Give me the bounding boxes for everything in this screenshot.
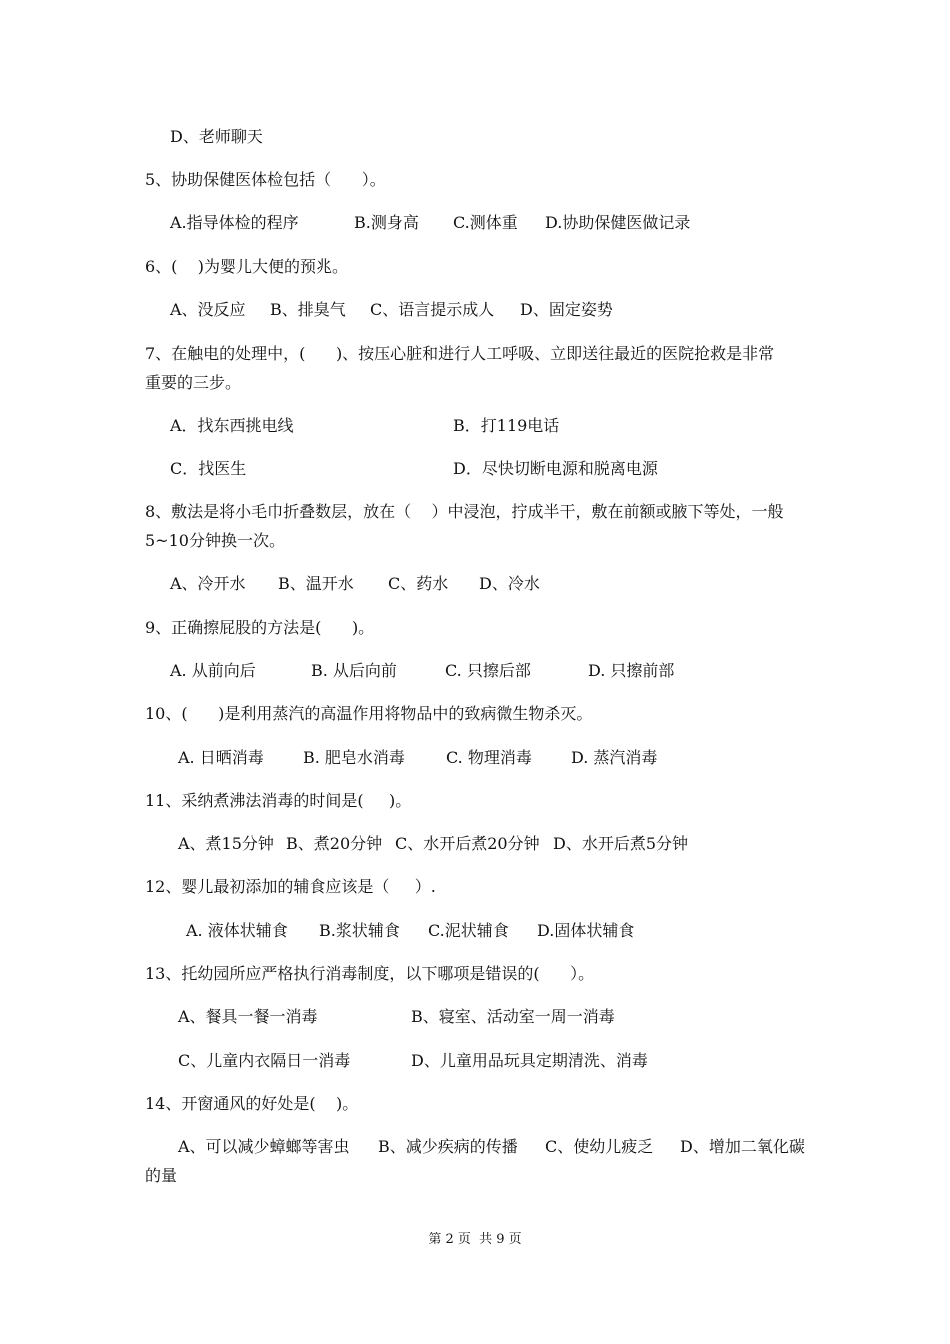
q14-option-c: C、使幼儿疲乏 xyxy=(545,1137,654,1156)
q7-option-a: A．找东西挑电线 xyxy=(170,416,294,435)
q11-option-b: B、煮20分钟 xyxy=(286,834,383,853)
q6-option-a: A、没反应 xyxy=(170,300,246,319)
q13-option-a: A、餐具一餐一消毒 xyxy=(178,1007,318,1026)
q11-stem: 11、采纳煮沸法消毒的时间是( )。 xyxy=(145,791,412,810)
q5-option-d: D.协助保健医做记录 xyxy=(545,213,691,232)
q5-option-c: C.测体重 xyxy=(453,213,518,232)
q10-option-a: A. 日晒消毒 xyxy=(178,748,264,767)
q14-option-d-continued: 的量 xyxy=(145,1166,178,1185)
q12-stem: 12、婴儿最初添加的辅食应该是（ ）. xyxy=(145,877,436,896)
q12-option-d: D.固体状辅食 xyxy=(537,921,635,940)
q6-stem: 6、( )为婴儿大便的预兆。 xyxy=(145,257,349,276)
q13-stem: 13、托幼园所应严格执行消毒制度，以下哪项是错误的( ）。 xyxy=(145,964,595,983)
q10-option-d: D. 蒸汽消毒 xyxy=(571,748,658,767)
q14-option-a: A、可以减少蟑螂等害虫 xyxy=(178,1137,350,1156)
q9-option-a: A. 从前向后 xyxy=(170,661,256,680)
q14-option-b: B、减少疾病的传播 xyxy=(378,1137,518,1156)
q6-option-c: C、语言提示成人 xyxy=(370,300,495,319)
q13-option-c: C、儿童内衣隔日一消毒 xyxy=(178,1051,351,1070)
q5-option-b: B.测身高 xyxy=(354,213,419,232)
q12-option-c: C.泥状辅食 xyxy=(428,921,509,940)
q11-option-d: D、水开后煮5分钟 xyxy=(553,834,689,853)
q8-option-b: B、温开水 xyxy=(278,574,354,593)
q5-option-a: A.指导体检的程序 xyxy=(170,213,299,232)
q8-stem-line2: 5~10分钟换一次。 xyxy=(145,531,285,550)
q4-option-d: D、老师聊天 xyxy=(170,127,263,146)
q13-option-d: D、儿童用品玩具定期清洗、消毒 xyxy=(411,1051,648,1070)
q6-option-d: D、固定姿势 xyxy=(520,300,613,319)
q9-option-d: D. 只擦前部 xyxy=(588,661,675,680)
q7-option-d: D．尽快切断电源和脱离电源 xyxy=(453,459,658,478)
q7-stem-line2: 重要的三步。 xyxy=(145,373,242,392)
q8-stem-line1: 8、敷法是将小毛巾折叠数层，放在（ ）中浸泡，拧成半干，敷在前额或腋下等处，一般 xyxy=(145,502,784,521)
q14-stem: 14、开窗通风的好处是( )。 xyxy=(145,1094,359,1113)
q8-option-c: C、药水 xyxy=(388,574,449,593)
q8-option-a: A、冷开水 xyxy=(170,574,246,593)
q8-option-d: D、冷水 xyxy=(479,574,540,593)
q12-option-a: A. 液体状辅食 xyxy=(186,921,288,940)
q6-option-b: B、排臭气 xyxy=(270,300,346,319)
q9-stem: 9、正确擦屁股的方法是( )。 xyxy=(145,618,375,637)
q11-option-a: A、煮15分钟 xyxy=(178,834,274,853)
q12-option-b: B.浆状辅食 xyxy=(319,921,400,940)
q14-option-d: D、增加二氧化碳 xyxy=(680,1137,805,1156)
q13-option-b: B、寝室、活动室一周一消毒 xyxy=(411,1007,615,1026)
q9-option-c: C. 只擦后部 xyxy=(445,661,531,680)
q10-option-c: C. 物理消毒 xyxy=(446,748,532,767)
page-number-footer: 第 2 页 共 9 页 xyxy=(428,1232,522,1247)
q5-stem: 5、协助保健医体检包括（ ）。 xyxy=(145,170,386,189)
q7-option-c: C．找医生 xyxy=(170,459,247,478)
q11-option-c: C、水开后煮20分钟 xyxy=(395,834,540,853)
q10-stem: 10、( )是利用蒸汽的高温作用将物品中的致病微生物杀灭。 xyxy=(145,704,593,723)
q7-stem-line1: 7、在触电的处理中，( )、按压心脏和进行人工呼吸、立即送往最近的医院抢救是非常 xyxy=(145,344,775,363)
q10-option-b: B. 肥皂水消毒 xyxy=(303,748,405,767)
q7-option-b: B．打119电话 xyxy=(453,416,560,435)
q9-option-b: B. 从后向前 xyxy=(311,661,397,680)
